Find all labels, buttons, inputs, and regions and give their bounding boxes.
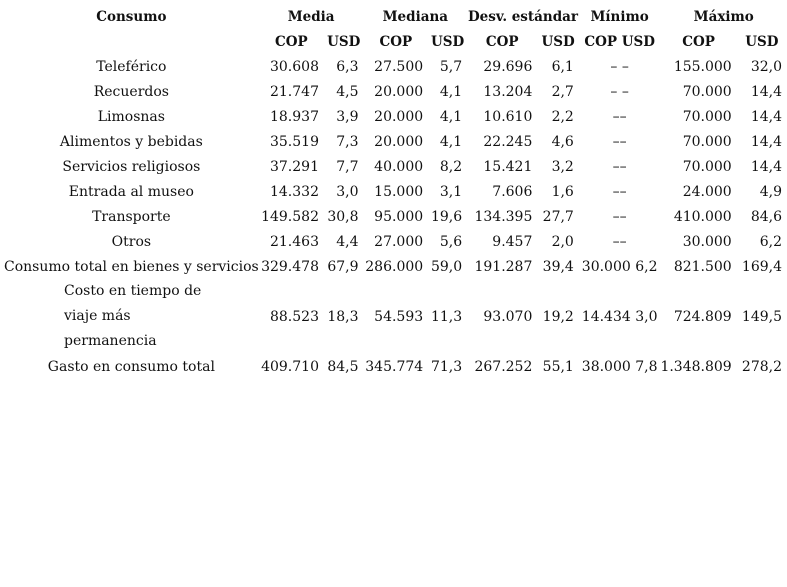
cell-value: 18.937: [269, 108, 319, 125]
cell-value: 7.606: [492, 183, 533, 200]
cell-value: 30.608: [269, 58, 319, 75]
header-usd: USD: [431, 34, 465, 50]
cell-value: 278,2: [741, 358, 782, 375]
cell-value: 410.000: [673, 208, 732, 225]
row-label: Entrada al museo: [68, 183, 194, 200]
cell-value: 14,4: [750, 83, 782, 100]
table-body: [4, 54, 787, 379]
table-row: [4, 179, 787, 204]
cell-value: 30.000 6,2: [581, 258, 658, 275]
cell-value: 22.245: [483, 133, 533, 150]
cell-value: 3,9: [336, 108, 359, 125]
cell-value: 18,3: [327, 308, 359, 325]
cell-value: 88.523: [269, 308, 319, 325]
cell-value: 4,9: [759, 183, 782, 200]
cell-value: 32,0: [750, 58, 782, 75]
cell-value: 19,2: [542, 308, 574, 325]
cell-value: 70.000: [682, 158, 732, 175]
cell-value: 6,2: [759, 233, 782, 250]
cell-value: 7,7: [336, 158, 359, 175]
row-label: Gasto en consumo total: [47, 358, 215, 375]
row-label: Transporte: [92, 208, 171, 225]
cell-value: 3,2: [551, 158, 574, 175]
cell-value: 6,3: [336, 58, 359, 75]
cell-value: 27.500: [374, 58, 424, 75]
table-row: [4, 79, 787, 104]
cell-value: 70.000: [682, 108, 732, 125]
table-row: [4, 129, 787, 154]
table-row: [4, 354, 787, 379]
cell-value: 11,3: [430, 308, 463, 325]
header-mediana: Mediana: [382, 9, 449, 25]
cell-value: 6,1: [551, 58, 574, 75]
cell-value: 29.696: [483, 58, 533, 75]
cell-value: ––: [612, 208, 627, 225]
cell-value: 67,9: [327, 258, 359, 275]
cell-value: 4,1: [439, 133, 463, 150]
cell-value: 27,7: [542, 208, 574, 225]
cell-value: 27.000: [374, 233, 424, 250]
cell-value: 14,4: [750, 158, 782, 175]
cell-value: 14,4: [750, 133, 782, 150]
cell-value: 20.000: [374, 108, 424, 125]
table-row: [4, 254, 787, 279]
header-minimo: Mínimo: [590, 9, 649, 25]
cell-value: ––: [612, 183, 627, 200]
cell-value: 35.519: [269, 133, 319, 150]
table-row: [4, 279, 787, 354]
cell-value: 21.747: [269, 83, 319, 100]
cell-value: 409.710: [261, 358, 319, 375]
cell-value: 38.000 7,8: [581, 358, 658, 375]
cell-value: 21.463: [269, 233, 319, 250]
cell-value: 13.204: [483, 83, 533, 100]
header-blank: [4, 30, 259, 54]
cell-value: 55,1: [542, 358, 574, 375]
cell-value: 24.000: [682, 183, 732, 200]
cell-value: 3,0: [336, 183, 359, 200]
cell-value: 724.809: [673, 308, 732, 325]
cell-value: 39,4: [542, 258, 574, 275]
cell-value: 54.593: [374, 308, 424, 325]
cell-value: 4,1: [439, 108, 463, 125]
header-min-units: COP USD: [584, 34, 655, 50]
header-row-groups: [4, 4, 787, 30]
cell-value: 4,5: [336, 83, 359, 100]
cell-value: 8,2: [439, 158, 463, 175]
cell-value: 155.000: [673, 58, 732, 75]
cell-value: 14,4: [750, 108, 782, 125]
cell-value: 821.500: [673, 258, 732, 275]
row-label: Recuerdos: [93, 83, 169, 100]
cell-value: 2,7: [551, 83, 574, 100]
table-row: [4, 204, 787, 229]
cell-value: 134.395: [474, 208, 533, 225]
cell-value: 345.774: [365, 358, 424, 375]
cell-value: 4,1: [439, 83, 463, 100]
cell-value: 7,3: [336, 133, 359, 150]
cell-value: 84,6: [750, 208, 782, 225]
table-row: [4, 229, 787, 254]
cell-value: 10.610: [483, 108, 533, 125]
cell-value: 149.582: [261, 208, 319, 225]
header-cop: COP: [485, 34, 519, 50]
cell-value: 169,4: [741, 258, 782, 275]
cell-value: 267.252: [474, 358, 533, 375]
cell-value: 329.478: [261, 258, 319, 275]
header-usd: USD: [541, 34, 575, 50]
cell-value: – –: [610, 58, 629, 75]
cell-value: ––: [612, 133, 627, 150]
cell-value: 30,8: [327, 208, 359, 225]
header-concept: Consumo: [96, 9, 167, 25]
cell-value: 70.000: [682, 133, 732, 150]
cell-value: 2,0: [551, 233, 574, 250]
row-label: Alimentos y bebidas: [59, 133, 203, 150]
header-cop: COP: [682, 34, 715, 50]
cell-value: 9.457: [492, 233, 533, 250]
cell-value: 93.070: [483, 308, 533, 325]
row-label: Otros: [111, 233, 152, 250]
header-usd: USD: [327, 34, 361, 50]
cell-value: 286.000: [365, 258, 424, 275]
cell-value: 40.000: [374, 158, 424, 175]
row-label: Consumo total en bienes y servicios: [4, 258, 259, 275]
cell-value: 4,6: [551, 133, 574, 150]
cell-value: 3,1: [439, 183, 463, 200]
cell-value: 1.348.809: [660, 358, 732, 375]
cell-value: 149,5: [741, 308, 782, 325]
cell-value: ––: [612, 158, 627, 175]
cell-value: 70.000: [682, 83, 732, 100]
cell-value: 95.000: [374, 208, 424, 225]
table-row: [4, 154, 787, 179]
cell-value: 30.000: [682, 233, 732, 250]
cell-value: 4,4: [336, 233, 359, 250]
cell-value: 14.434 3,0: [581, 308, 658, 325]
cell-value: 37.291: [269, 158, 319, 175]
cell-value: 20.000: [374, 133, 424, 150]
row-label: Teleférico: [96, 58, 167, 75]
row-label: Servicios religiosos: [62, 158, 201, 175]
header-cop: COP: [379, 34, 413, 50]
cell-value: 2,2: [551, 108, 574, 125]
cell-value: 5,6: [439, 233, 463, 250]
header-maximo: Máximo: [693, 9, 754, 25]
row-label: Limosnas: [97, 108, 165, 125]
cell-value: ––: [612, 108, 627, 125]
table-row: [4, 54, 787, 79]
cell-value: 20.000: [374, 83, 424, 100]
header-row-units: [4, 30, 787, 54]
cell-value: – –: [610, 83, 629, 100]
cell-value: 191.287: [474, 258, 533, 275]
cell-value: 71,3: [430, 358, 463, 375]
cell-value: 14.332: [269, 183, 319, 200]
cell-value: 19,6: [430, 208, 463, 225]
cell-value: ––: [612, 233, 627, 250]
consumption-table: [4, 4, 787, 379]
header-usd: USD: [745, 34, 779, 50]
table-row: [4, 104, 787, 129]
cell-value: 59,0: [430, 258, 463, 275]
cell-value: 1,6: [551, 183, 574, 200]
cell-value: 15.000: [374, 183, 424, 200]
cell-value: 15.421: [483, 158, 533, 175]
header-media: Media: [287, 9, 335, 25]
row-label: Costo en tiempo de viaje más permanencia: [64, 283, 202, 349]
header-cop: COP: [275, 34, 308, 50]
cell-value: 84,5: [327, 358, 359, 375]
cell-value: 5,7: [439, 58, 463, 75]
header-desv: Desv. estándar: [467, 9, 579, 25]
